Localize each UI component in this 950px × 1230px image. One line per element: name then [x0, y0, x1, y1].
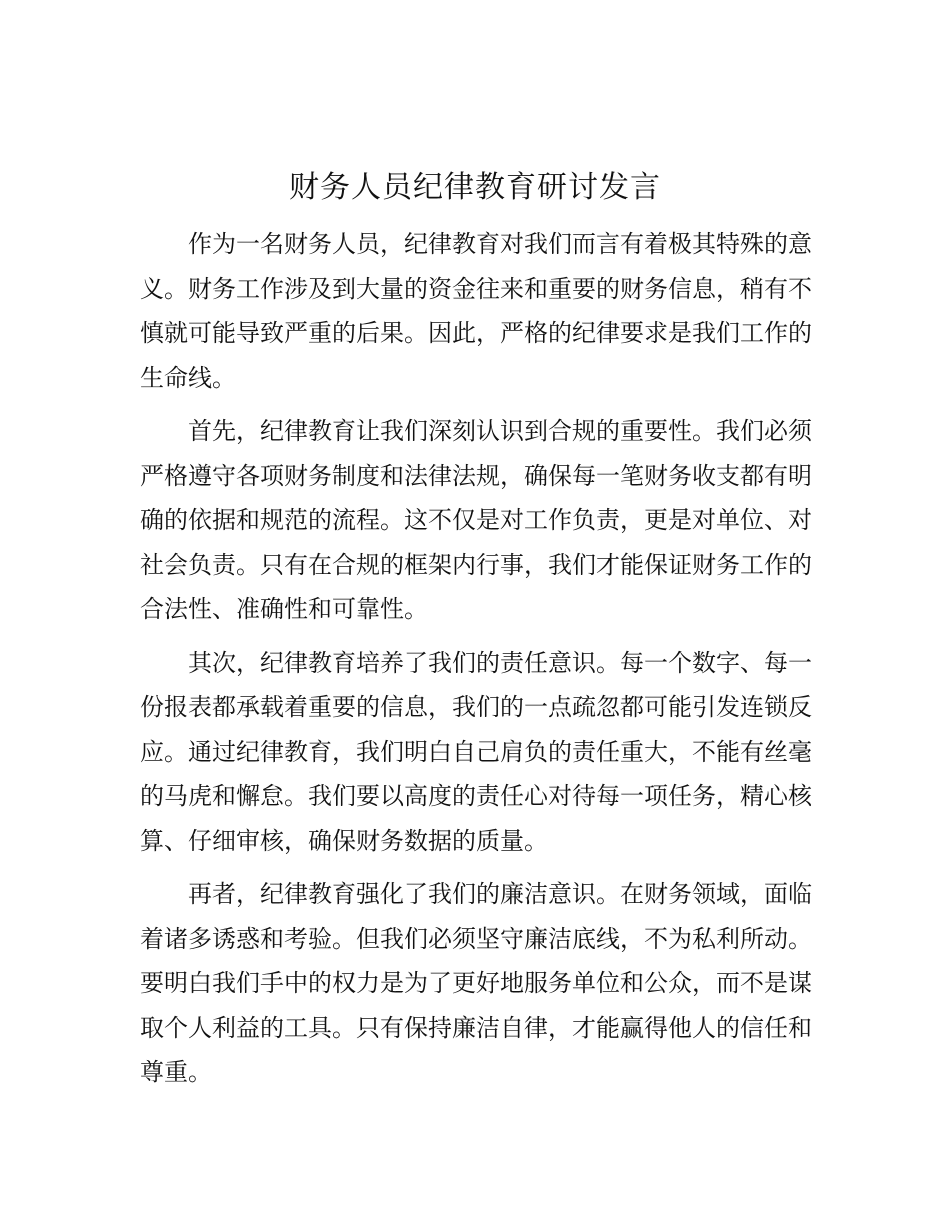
paragraph-integrity: 再者，纪律教育强化了我们的廉洁意识。在财务领域，面临着诸多诱惑和考验。但我们必须坚守廉洁底线，不为私利所动。要明白我们手中的权力是为了更好地服务单位和公众，而不是谋取个人利益的工具。只有保持廉洁自律，才能赢得他人的信任和尊重。 — [140, 880, 812, 1086]
paragraph-intro: 作为一名财务人员，纪律教育对我们而言有着极其特殊的意义。财务工作涉及到大量的资金往来和重要的财务信息，稍有不慎就可能导致严重的后果。因此，严格的纪律要求是我们工作的生命线。 — [140, 230, 812, 392]
document-body — [140, 222, 812, 1104]
paragraph-responsibility: 其次，纪律教育培养了我们的责任意识。每一个数字、每一份报表都承载着重要的信息，我们的一点疏忽都可能引发连锁反应。通过纪律教育，我们明白自己肩负的责任重大，不能有丝毫的马虎和懈怠。我们要以高度的责任心对待每一项任务，精心核算、仔细审核，确保财务数据的质量。 — [140, 648, 812, 855]
paragraph-compliance: 首先，纪律教育让我们深刻认识到合规的重要性。我们必须严格遵守各项财务制度和法律法规，确保每一笔财务收支都有明确的依据和规范的流程。这不仅是对工作负责，更是对单位、对社会负责。只有在合规的框架内行事，我们才能保证财务工作的合法性、准确性和可靠性。 — [140, 417, 812, 623]
document-title: 财务人员纪律教育研讨发言 — [289, 170, 661, 205]
